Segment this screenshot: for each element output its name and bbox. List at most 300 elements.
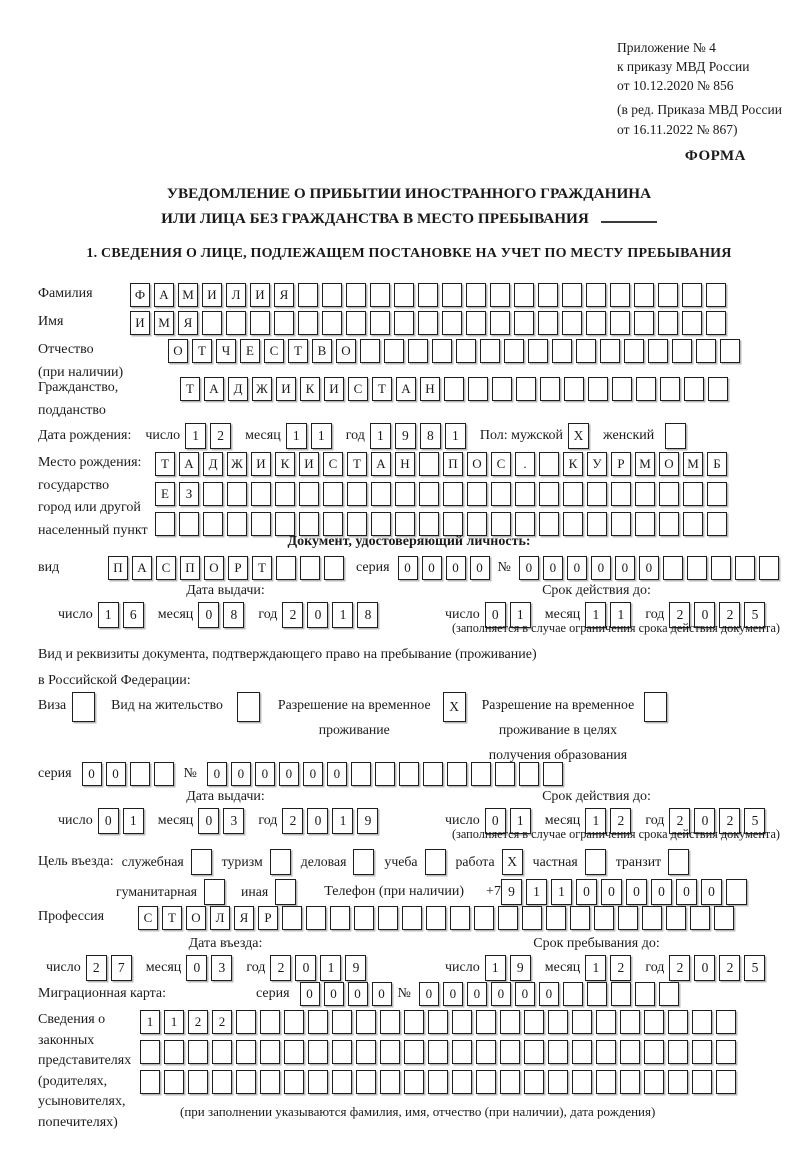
char-box[interactable] xyxy=(716,1040,736,1064)
char-box[interactable]: 0 xyxy=(279,762,299,786)
birth-day-boxes[interactable] xyxy=(185,423,235,449)
char-box[interactable] xyxy=(490,311,510,335)
char-box[interactable] xyxy=(347,512,367,536)
char-box[interactable]: О xyxy=(336,339,356,363)
char-box[interactable] xyxy=(538,311,558,335)
char-box[interactable]: Я xyxy=(178,311,198,335)
char-box[interactable] xyxy=(260,1070,280,1094)
char-box[interactable] xyxy=(395,482,415,506)
char-box[interactable] xyxy=(432,339,452,363)
char-box[interactable]: А xyxy=(204,377,224,401)
char-box[interactable]: 1 xyxy=(551,879,572,905)
char-box[interactable] xyxy=(442,283,462,307)
char-box[interactable] xyxy=(443,482,463,506)
char-box[interactable] xyxy=(636,377,656,401)
char-box[interactable] xyxy=(514,311,534,335)
char-box[interactable] xyxy=(714,906,734,930)
char-box[interactable] xyxy=(587,982,607,1006)
char-box[interactable] xyxy=(563,982,583,1006)
char-box[interactable] xyxy=(332,1070,352,1094)
surname-boxes[interactable] xyxy=(130,283,730,307)
char-box[interactable]: 0 xyxy=(198,808,219,834)
char-box[interactable] xyxy=(543,762,563,786)
doc-kind-boxes[interactable] xyxy=(108,556,348,580)
char-box[interactable] xyxy=(514,283,534,307)
char-box[interactable]: 2 xyxy=(610,955,631,981)
char-box[interactable]: Ж xyxy=(252,377,272,401)
char-box[interactable] xyxy=(260,1010,280,1034)
char-box[interactable] xyxy=(404,1040,424,1064)
char-box[interactable] xyxy=(539,512,559,536)
char-box[interactable] xyxy=(467,512,487,536)
char-box[interactable] xyxy=(236,1070,256,1094)
char-box[interactable]: О xyxy=(467,452,487,476)
char-box[interactable] xyxy=(692,1070,712,1094)
char-box[interactable]: А xyxy=(179,452,199,476)
purpose-business-checkbox[interactable] xyxy=(353,849,374,875)
char-box[interactable] xyxy=(682,311,702,335)
birth-place-row1-boxes[interactable] xyxy=(155,452,731,476)
char-box[interactable] xyxy=(620,1070,640,1094)
char-box[interactable]: 3 xyxy=(211,955,232,981)
char-box[interactable] xyxy=(587,512,607,536)
char-box[interactable]: 9 xyxy=(395,423,416,449)
sex-male-checkbox[interactable]: X xyxy=(568,423,589,449)
given-name-boxes[interactable] xyxy=(130,311,730,335)
char-box[interactable] xyxy=(474,906,494,930)
char-box[interactable]: 8 xyxy=(420,423,441,449)
char-box[interactable]: Я xyxy=(274,283,294,307)
char-box[interactable] xyxy=(275,512,295,536)
char-box[interactable] xyxy=(707,482,727,506)
char-box[interactable] xyxy=(548,1040,568,1064)
char-box[interactable] xyxy=(708,377,728,401)
char-box[interactable]: Е xyxy=(155,482,175,506)
char-box[interactable] xyxy=(356,1040,376,1064)
char-box[interactable] xyxy=(716,1070,736,1094)
char-box[interactable] xyxy=(164,1040,184,1064)
char-box[interactable] xyxy=(443,512,463,536)
char-box[interactable] xyxy=(300,556,320,580)
entry-month-boxes[interactable] xyxy=(186,955,236,981)
char-box[interactable] xyxy=(203,482,223,506)
char-box[interactable] xyxy=(539,452,559,476)
option-visa-checkbox[interactable] xyxy=(72,692,95,722)
char-box[interactable] xyxy=(402,906,422,930)
char-box[interactable]: М xyxy=(683,452,703,476)
char-box[interactable] xyxy=(444,377,464,401)
char-box[interactable]: 1 xyxy=(123,808,144,834)
char-box[interactable]: Т xyxy=(162,906,182,930)
char-box[interactable] xyxy=(687,556,707,580)
char-box[interactable]: 2 xyxy=(610,808,631,834)
char-box[interactable]: 1 xyxy=(585,602,606,628)
char-box[interactable] xyxy=(634,283,654,307)
char-box[interactable]: О xyxy=(186,906,206,930)
char-box[interactable] xyxy=(203,512,223,536)
char-box[interactable] xyxy=(466,311,486,335)
char-box[interactable]: 1 xyxy=(445,423,466,449)
char-box[interactable]: Р xyxy=(258,906,278,930)
char-box[interactable] xyxy=(452,1070,472,1094)
char-box[interactable] xyxy=(330,906,350,930)
char-box[interactable]: 2 xyxy=(188,1010,208,1034)
char-box[interactable] xyxy=(492,377,512,401)
char-box[interactable]: 2 xyxy=(719,602,740,628)
char-box[interactable]: 0 xyxy=(207,762,227,786)
char-box[interactable] xyxy=(356,1070,376,1094)
char-box[interactable]: О xyxy=(659,452,679,476)
char-box[interactable]: 2 xyxy=(282,808,303,834)
char-box[interactable]: 0 xyxy=(651,879,672,905)
char-box[interactable] xyxy=(564,377,584,401)
char-box[interactable] xyxy=(250,311,270,335)
char-box[interactable] xyxy=(212,1070,232,1094)
char-box[interactable] xyxy=(140,1040,160,1064)
char-box[interactable] xyxy=(500,1010,520,1034)
char-box[interactable] xyxy=(611,982,631,1006)
char-box[interactable]: А xyxy=(371,452,391,476)
char-box[interactable] xyxy=(236,1010,256,1034)
char-box[interactable] xyxy=(360,339,380,363)
char-box[interactable] xyxy=(500,1070,520,1094)
char-box[interactable] xyxy=(370,311,390,335)
purpose-humanitarian-checkbox[interactable] xyxy=(204,879,225,905)
char-box[interactable]: 0 xyxy=(82,762,102,786)
char-box[interactable]: 0 xyxy=(694,602,715,628)
char-box[interactable] xyxy=(323,512,343,536)
char-box[interactable] xyxy=(594,906,614,930)
char-box[interactable] xyxy=(452,1010,472,1034)
char-box[interactable] xyxy=(370,283,390,307)
char-box[interactable] xyxy=(384,339,404,363)
char-box[interactable]: 2 xyxy=(719,808,740,834)
stay-year-boxes[interactable] xyxy=(669,955,769,981)
char-box[interactable] xyxy=(419,512,439,536)
char-box[interactable] xyxy=(658,311,678,335)
char-box[interactable] xyxy=(759,556,779,580)
char-box[interactable]: 0 xyxy=(567,556,587,580)
phone-boxes[interactable] xyxy=(501,879,751,905)
char-box[interactable] xyxy=(188,1040,208,1064)
char-box[interactable] xyxy=(212,1040,232,1064)
char-box[interactable] xyxy=(456,339,476,363)
char-box[interactable]: 0 xyxy=(639,556,659,580)
char-box[interactable] xyxy=(644,1070,664,1094)
char-box[interactable]: 1 xyxy=(140,1010,160,1034)
char-box[interactable] xyxy=(428,1040,448,1064)
char-box[interactable]: 7 xyxy=(111,955,132,981)
char-box[interactable]: 5 xyxy=(744,955,765,981)
char-box[interactable]: П xyxy=(180,556,200,580)
char-box[interactable]: 9 xyxy=(501,879,522,905)
char-box[interactable] xyxy=(394,283,414,307)
char-box[interactable] xyxy=(452,1040,472,1064)
char-box[interactable]: 0 xyxy=(515,982,535,1006)
char-box[interactable]: И xyxy=(130,311,150,335)
char-box[interactable] xyxy=(332,1040,352,1064)
char-box[interactable] xyxy=(644,1040,664,1064)
char-box[interactable]: С xyxy=(138,906,158,930)
residence-number-boxes[interactable] xyxy=(207,762,567,786)
char-box[interactable] xyxy=(308,1070,328,1094)
char-box[interactable]: 0 xyxy=(307,602,328,628)
char-box[interactable] xyxy=(611,482,631,506)
birth-year-boxes[interactable] xyxy=(370,423,470,449)
char-box[interactable]: Т xyxy=(288,339,308,363)
char-box[interactable]: 2 xyxy=(669,602,690,628)
char-box[interactable]: Д xyxy=(203,452,223,476)
char-box[interactable] xyxy=(562,283,582,307)
char-box[interactable]: 1 xyxy=(286,423,307,449)
char-box[interactable]: Р xyxy=(228,556,248,580)
option-temp-residence-education-checkbox[interactable] xyxy=(644,692,667,722)
char-box[interactable]: О xyxy=(204,556,224,580)
char-box[interactable] xyxy=(347,482,367,506)
char-box[interactable]: 0 xyxy=(300,982,320,1006)
char-box[interactable] xyxy=(524,1070,544,1094)
char-box[interactable]: 0 xyxy=(443,982,463,1006)
birth-place-row3-boxes[interactable] xyxy=(155,512,731,536)
char-box[interactable] xyxy=(610,311,630,335)
char-box[interactable]: 0 xyxy=(419,982,439,1006)
char-box[interactable]: Л xyxy=(210,906,230,930)
doc-series-boxes[interactable] xyxy=(398,556,494,580)
char-box[interactable] xyxy=(586,283,606,307)
char-box[interactable] xyxy=(572,1010,592,1034)
char-box[interactable] xyxy=(154,762,174,786)
char-box[interactable] xyxy=(356,1010,376,1034)
char-box[interactable]: К xyxy=(563,452,583,476)
char-box[interactable]: 2 xyxy=(270,955,291,981)
char-box[interactable]: П xyxy=(108,556,128,580)
char-box[interactable]: 1 xyxy=(526,879,547,905)
char-box[interactable] xyxy=(371,512,391,536)
char-box[interactable] xyxy=(684,377,704,401)
char-box[interactable] xyxy=(620,1040,640,1064)
char-box[interactable] xyxy=(306,906,326,930)
char-box[interactable] xyxy=(504,339,524,363)
char-box[interactable] xyxy=(672,339,692,363)
char-box[interactable]: 3 xyxy=(223,808,244,834)
char-box[interactable] xyxy=(298,311,318,335)
char-box[interactable] xyxy=(668,1070,688,1094)
char-box[interactable] xyxy=(668,1010,688,1034)
char-box[interactable]: . xyxy=(515,452,535,476)
char-box[interactable]: 0 xyxy=(327,762,347,786)
residence-series-boxes[interactable] xyxy=(82,762,178,786)
char-box[interactable] xyxy=(371,482,391,506)
char-box[interactable] xyxy=(635,512,655,536)
char-box[interactable]: В xyxy=(312,339,332,363)
char-box[interactable]: А xyxy=(154,283,174,307)
char-box[interactable] xyxy=(466,283,486,307)
char-box[interactable]: 1 xyxy=(332,808,353,834)
purpose-study-checkbox[interactable] xyxy=(425,849,446,875)
char-box[interactable]: Р xyxy=(611,452,631,476)
char-box[interactable]: Д xyxy=(228,377,248,401)
char-box[interactable]: И xyxy=(251,452,271,476)
char-box[interactable]: 0 xyxy=(543,556,563,580)
char-box[interactable]: А xyxy=(396,377,416,401)
char-box[interactable] xyxy=(354,906,374,930)
char-box[interactable]: 0 xyxy=(591,556,611,580)
char-box[interactable] xyxy=(586,311,606,335)
char-box[interactable] xyxy=(298,283,318,307)
char-box[interactable] xyxy=(576,339,596,363)
char-box[interactable] xyxy=(419,452,439,476)
char-box[interactable]: 2 xyxy=(669,808,690,834)
char-box[interactable] xyxy=(683,482,703,506)
representatives-row2-boxes[interactable] xyxy=(140,1040,740,1064)
sex-female-checkbox[interactable] xyxy=(665,423,686,449)
doc-number-boxes[interactable] xyxy=(519,556,783,580)
char-box[interactable] xyxy=(659,982,679,1006)
char-box[interactable]: 1 xyxy=(585,808,606,834)
char-box[interactable] xyxy=(707,512,727,536)
representatives-row3-boxes[interactable] xyxy=(140,1070,740,1094)
char-box[interactable] xyxy=(419,482,439,506)
char-box[interactable] xyxy=(563,512,583,536)
char-box[interactable] xyxy=(706,311,726,335)
char-box[interactable] xyxy=(644,1010,664,1034)
char-box[interactable]: И xyxy=(324,377,344,401)
char-box[interactable]: М xyxy=(178,283,198,307)
char-box[interactable] xyxy=(378,906,398,930)
char-box[interactable] xyxy=(467,482,487,506)
char-box[interactable] xyxy=(539,482,559,506)
char-box[interactable] xyxy=(274,311,294,335)
entry-year-boxes[interactable] xyxy=(270,955,370,981)
char-box[interactable] xyxy=(548,1010,568,1034)
char-box[interactable] xyxy=(491,512,511,536)
char-box[interactable] xyxy=(600,339,620,363)
char-box[interactable]: М xyxy=(154,311,174,335)
char-box[interactable] xyxy=(495,762,515,786)
char-box[interactable] xyxy=(308,1040,328,1064)
char-box[interactable] xyxy=(540,377,560,401)
birth-month-boxes[interactable] xyxy=(286,423,336,449)
char-box[interactable]: И xyxy=(202,283,222,307)
char-box[interactable] xyxy=(635,482,655,506)
char-box[interactable]: 1 xyxy=(485,955,506,981)
char-box[interactable] xyxy=(552,339,572,363)
char-box[interactable] xyxy=(500,1040,520,1064)
char-box[interactable]: И xyxy=(276,377,296,401)
char-box[interactable] xyxy=(498,906,518,930)
char-box[interactable] xyxy=(682,283,702,307)
char-box[interactable]: К xyxy=(275,452,295,476)
char-box[interactable] xyxy=(476,1040,496,1064)
char-box[interactable] xyxy=(395,512,415,536)
char-box[interactable]: 5 xyxy=(744,808,765,834)
char-box[interactable] xyxy=(284,1070,304,1094)
char-box[interactable]: 1 xyxy=(510,602,531,628)
char-box[interactable]: 1 xyxy=(510,808,531,834)
char-box[interactable] xyxy=(380,1010,400,1034)
char-box[interactable]: 1 xyxy=(332,602,353,628)
char-box[interactable] xyxy=(308,1010,328,1034)
char-box[interactable]: 0 xyxy=(626,879,647,905)
char-box[interactable] xyxy=(720,339,740,363)
char-box[interactable]: Т xyxy=(347,452,367,476)
char-box[interactable] xyxy=(735,556,755,580)
char-box[interactable]: Т xyxy=(155,452,175,476)
char-box[interactable]: 2 xyxy=(212,1010,232,1034)
char-box[interactable]: 0 xyxy=(186,955,207,981)
char-box[interactable] xyxy=(202,311,222,335)
char-box[interactable]: 0 xyxy=(601,879,622,905)
char-box[interactable]: С xyxy=(348,377,368,401)
representatives-row1-boxes[interactable] xyxy=(140,1010,740,1034)
char-box[interactable] xyxy=(447,762,467,786)
char-box[interactable] xyxy=(548,1070,568,1094)
migration-number-boxes[interactable] xyxy=(419,982,683,1006)
char-box[interactable]: Е xyxy=(240,339,260,363)
char-box[interactable] xyxy=(624,339,644,363)
char-box[interactable] xyxy=(428,1070,448,1094)
char-box[interactable] xyxy=(236,1040,256,1064)
char-box[interactable]: 0 xyxy=(398,556,418,580)
char-box[interactable]: С xyxy=(491,452,511,476)
char-box[interactable] xyxy=(587,482,607,506)
char-box[interactable] xyxy=(572,1070,592,1094)
birth-place-row2-boxes[interactable] xyxy=(155,482,731,506)
char-box[interactable]: 1 xyxy=(185,423,206,449)
char-box[interactable] xyxy=(299,482,319,506)
char-box[interactable]: 1 xyxy=(320,955,341,981)
char-box[interactable]: 2 xyxy=(282,602,303,628)
char-box[interactable]: К xyxy=(300,377,320,401)
char-box[interactable]: С xyxy=(264,339,284,363)
char-box[interactable] xyxy=(468,377,488,401)
char-box[interactable] xyxy=(515,482,535,506)
char-box[interactable] xyxy=(299,512,319,536)
char-box[interactable] xyxy=(570,906,590,930)
char-box[interactable] xyxy=(666,906,686,930)
char-box[interactable]: 0 xyxy=(485,808,506,834)
char-box[interactable] xyxy=(572,1040,592,1064)
char-box[interactable] xyxy=(251,482,271,506)
char-box[interactable] xyxy=(706,283,726,307)
char-box[interactable]: 0 xyxy=(694,955,715,981)
char-box[interactable] xyxy=(658,283,678,307)
char-box[interactable] xyxy=(522,906,542,930)
char-box[interactable] xyxy=(491,482,511,506)
char-box[interactable] xyxy=(423,762,443,786)
char-box[interactable] xyxy=(634,311,654,335)
char-box[interactable] xyxy=(404,1010,424,1034)
char-box[interactable] xyxy=(380,1070,400,1094)
char-box[interactable]: Л xyxy=(226,283,246,307)
purpose-transit-checkbox[interactable] xyxy=(668,849,689,875)
char-box[interactable] xyxy=(563,482,583,506)
profession-boxes[interactable] xyxy=(138,906,738,930)
char-box[interactable] xyxy=(610,283,630,307)
char-box[interactable]: Я xyxy=(234,906,254,930)
char-box[interactable]: А xyxy=(132,556,152,580)
char-box[interactable]: 0 xyxy=(615,556,635,580)
char-box[interactable] xyxy=(668,1040,688,1064)
char-box[interactable] xyxy=(476,1070,496,1094)
char-box[interactable]: 0 xyxy=(485,602,506,628)
char-box[interactable] xyxy=(683,512,703,536)
char-box[interactable] xyxy=(324,556,344,580)
char-box[interactable] xyxy=(346,283,366,307)
char-box[interactable]: И xyxy=(250,283,270,307)
char-box[interactable]: 8 xyxy=(223,602,244,628)
char-box[interactable] xyxy=(692,1040,712,1064)
